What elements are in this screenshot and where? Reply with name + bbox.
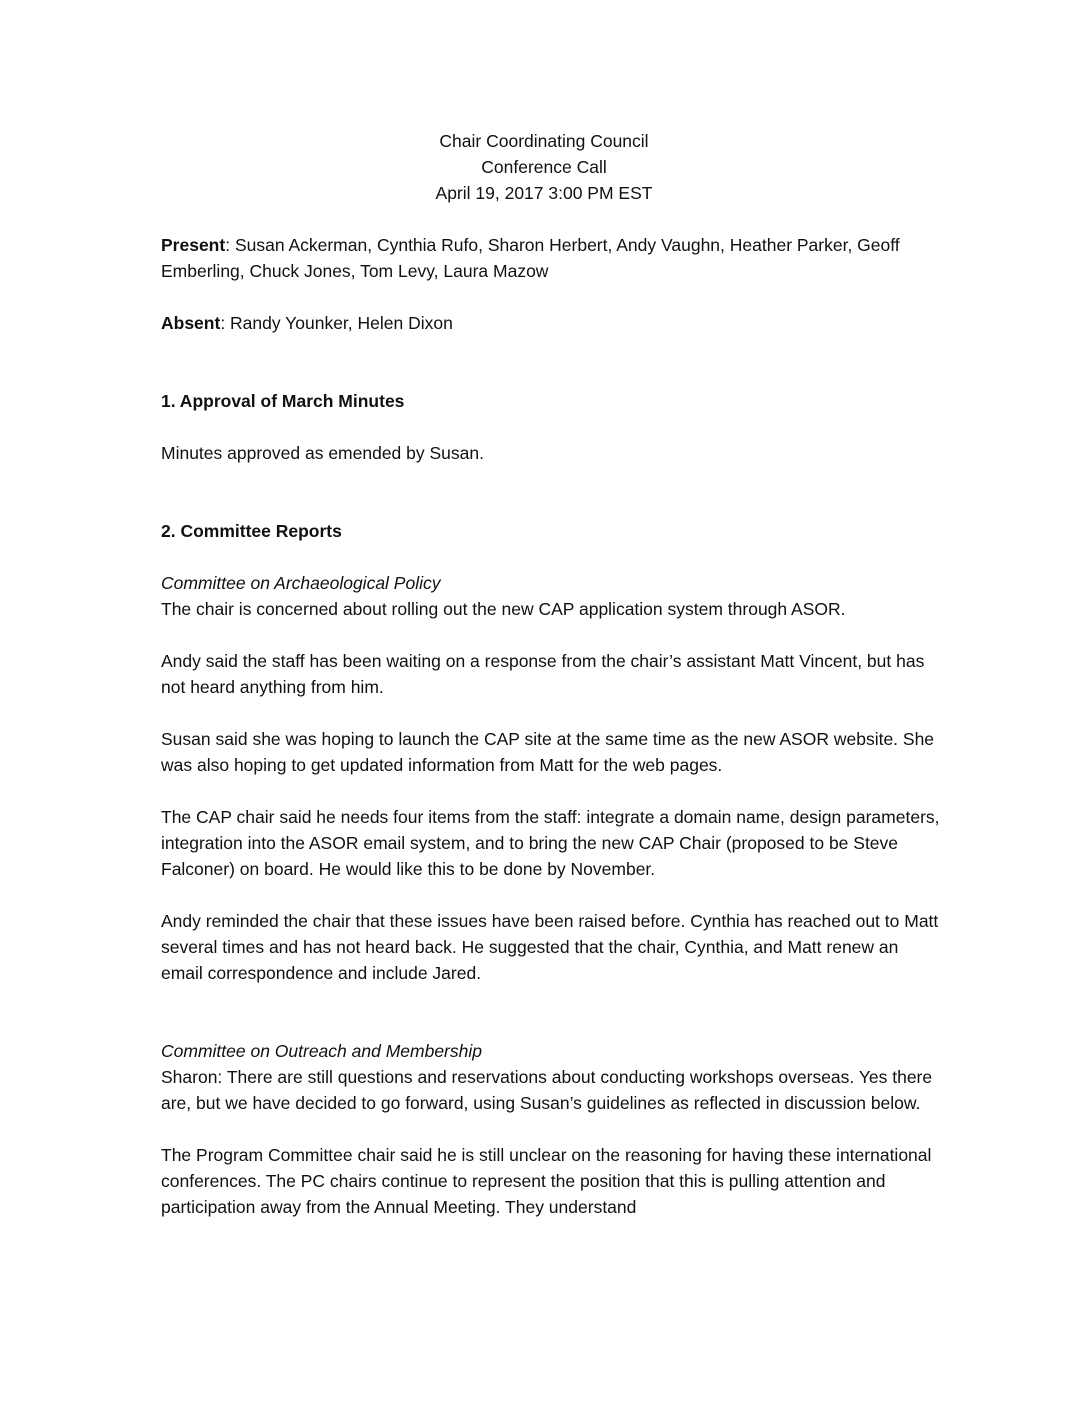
present-line: Present: Susan Ackerman, Cynthia Rufo, Sharon Herbert, Andy Vaughn, Heather Parker, Geoff Emberling, Chuck Jones, Tom Levy, Laura Mazow bbox=[161, 235, 900, 281]
committee-outreach-membership bbox=[161, 1038, 941, 1220]
document-title: Chair Coordinating Council bbox=[439, 131, 649, 151]
document-body bbox=[161, 232, 941, 1246]
committee-name: Committee on Archaeological Policy bbox=[161, 573, 441, 593]
section-heading-approval: 1. Approval of March Minutes bbox=[161, 391, 405, 411]
committee-paragraph: Susan said she was hoping to launch the CAP site at the same time as the new ASOR website. She was also hoping to get updated information from Matt for the web pages. bbox=[161, 729, 935, 775]
section-heading-committee-reports: 2. Committee Reports bbox=[161, 521, 342, 541]
committee-name: Committee on Outreach and Membership bbox=[161, 1041, 482, 1061]
committee-archaeological-policy bbox=[161, 570, 941, 986]
committee-paragraph: The CAP chair said he needs four items from the staff: integrate a domain name, design parameters, integration into the ASOR email system, and to bring the new CAP Chair (proposed to be Steve Falconer) on board. He would like this to be done by November. bbox=[161, 807, 940, 879]
absent-names: Randy Younker, Helen Dixon bbox=[230, 313, 453, 333]
document-date: April 19, 2017 3:00 PM EST bbox=[435, 183, 653, 203]
committee-paragraph: Andy reminded the chair that these issues have been raised before. Cynthia has reached out to Matt several times and has not heard back. He suggested that the chair, Cynthia, and Matt renew an email correspondence and include Jared. bbox=[161, 911, 939, 983]
section-text-approval: Minutes approved as emended by Susan. bbox=[161, 443, 484, 463]
present-names: Susan Ackerman, Cynthia Rufo, Sharon Herbert, Andy Vaughn, Heather Parker, Geoff Emberling, Chuck Jones, Tom Levy, Laura Mazow bbox=[161, 235, 900, 281]
committee-paragraph: The chair is concerned about rolling out the new CAP application system through ASOR. bbox=[161, 599, 846, 619]
present-label: Present bbox=[161, 235, 226, 255]
absent-label: Absent bbox=[161, 313, 221, 333]
document-subtitle: Conference Call bbox=[481, 157, 607, 177]
committee-paragraph: Andy said the staff has been waiting on a response from the chair’s assistant Matt Vincent, but has not heard anything from him. bbox=[161, 651, 925, 697]
document-header bbox=[0, 128, 1088, 206]
absent-line: Absent: Randy Younker, Helen Dixon bbox=[161, 313, 453, 333]
committee-paragraph: Sharon: There are still questions and reservations about conducting workshops overseas. Yes there are, but we have decided to go forward, using Susan’s guidelines as reflected in discussion below. bbox=[161, 1067, 933, 1113]
committee-paragraph: The Program Committee chair said he is still unclear on the reasoning for having these international conferences. The PC chairs continue to represent the position that this is pulling attention and participation away from the Annual Meeting. They understand bbox=[161, 1145, 932, 1217]
